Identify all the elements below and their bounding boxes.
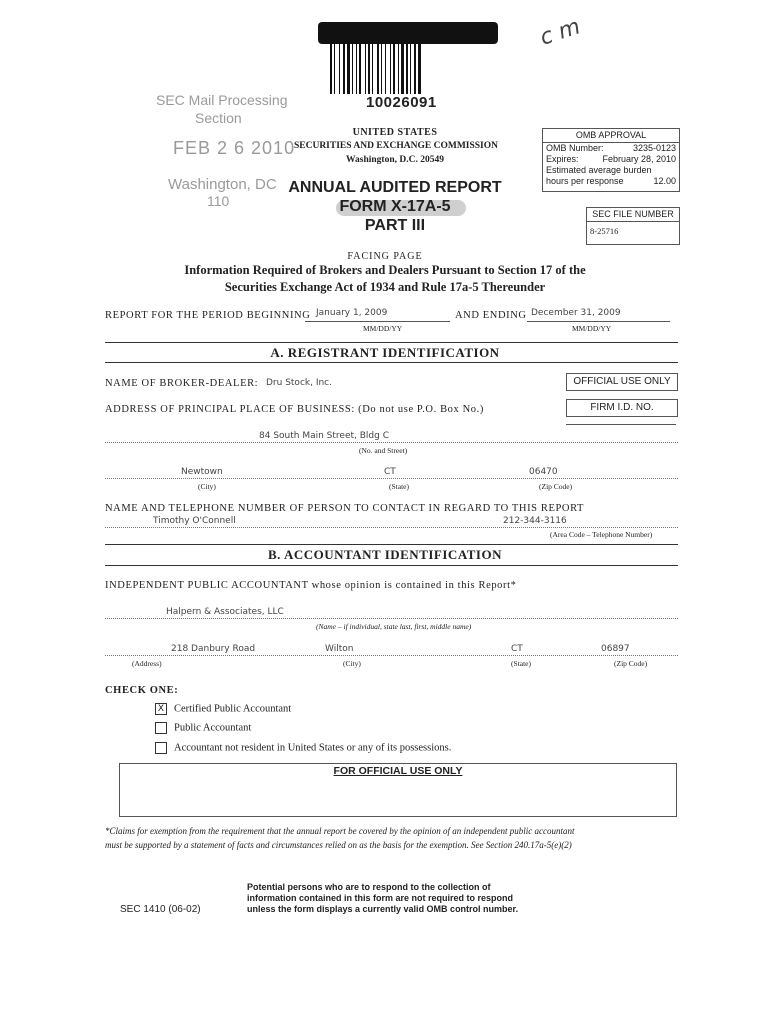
checkbox-certified[interactable]: X: [155, 703, 167, 715]
checkbox-not-resident[interactable]: [155, 742, 167, 754]
a-zip-value: 06470: [529, 467, 558, 477]
sec-file-label: SEC FILE NUMBER: [587, 208, 679, 222]
accountant-value: Halpern & Associates, LLC: [166, 607, 284, 617]
omb-title: OMB APPROVAL: [543, 129, 679, 143]
barcode-image: [330, 42, 460, 96]
accountant-label: INDEPENDENT PUBLIC ACCOUNTANT whose opinion is contained in this Report*: [105, 580, 517, 591]
omb-notice: [247, 882, 518, 915]
contact-label: NAME AND TELEPHONE NUMBER OF PERSON TO CONTACT IN REGARD TO THIS REPORT: [105, 503, 585, 514]
broker-value: Dru Stock, Inc.: [266, 378, 332, 388]
address-label: ADDRESS OF PRINCIPAL PLACE OF BUSINESS: (Do not use P.O. Box No.): [105, 404, 484, 415]
sec-file-number-box: [586, 207, 680, 245]
omb-number-value: 3235-0123: [632, 143, 676, 153]
stamp-date: FEB 2 6 2010: [173, 138, 296, 158]
agency-address: Washington, D.C. 20549: [346, 155, 444, 165]
stamp-city: Washington, DC: [168, 176, 277, 193]
period-end-value: December 31, 2009: [531, 308, 621, 318]
b-zip-caption: (Zip Code): [614, 659, 648, 668]
street-caption: (No. and Street): [359, 446, 408, 455]
a-state-caption: (State): [389, 482, 409, 491]
info-line2: Securities Exchange Act of 1934 and Rule 17a-5 Thereunder: [224, 280, 546, 294]
omb-burden-value: 12.00: [653, 176, 676, 186]
option-public-label: Public Accountant: [174, 722, 252, 734]
checkbox-public[interactable]: [155, 722, 167, 734]
option-certified-public-accountant[interactable]: [155, 703, 291, 715]
form-title-line1: ANNUAL AUDITED REPORT: [288, 179, 502, 196]
b-city-caption: (City): [343, 659, 361, 668]
period-begin-value: January 1, 2009: [316, 308, 388, 318]
contact-name-value: Timothy O'Connell: [153, 516, 236, 526]
info-line1: Information Required of Brokers and Dealers Pursuant to Section 17 of the: [184, 263, 586, 277]
omb-burden-line2: hours per response: [546, 176, 624, 186]
check-one-label: CHECK ONE:: [105, 685, 179, 696]
omb-number-label: OMB Number:: [546, 143, 604, 153]
option-not-resident-label: Accountant not resident in United States or any of its possessions.: [174, 742, 452, 754]
omb-expires-label: Expires:: [546, 154, 579, 164]
agency-commission: SECURITIES AND EXCHANGE COMMISSION: [293, 141, 499, 151]
option-certified-label: Certified Public Accountant: [174, 703, 292, 715]
footnote-line2: must be supported by a statement of facts and circumstances relied on as the basis for the exemption. See Section 240.17a-5(e)(2): [105, 840, 572, 850]
period-end-format: MM/DD/YY: [572, 324, 612, 333]
stamp-line2: Section: [195, 110, 242, 126]
period-end-label: AND ENDING: [455, 310, 527, 321]
form-title-line3: PART III: [364, 217, 426, 234]
footnote-line1: *Claims for exemption from the requirement that the annual report be covered by the opinion of an independent public accountant: [105, 826, 575, 836]
official-use-box: [119, 763, 677, 817]
stamp-line1: SEC Mail Processing: [156, 92, 288, 108]
b-state-caption: (State): [511, 659, 531, 668]
handwritten-initials: c m: [537, 14, 584, 51]
omb-expires-value: February 28, 2010: [602, 154, 676, 164]
b-city-value: Wilton: [325, 644, 354, 654]
a-city-value: Newtown: [181, 467, 223, 477]
form-number: SEC 1410 (06-02): [120, 904, 201, 915]
accountant-name-caption: (Name – if individual, state last, first, middle name): [316, 622, 472, 631]
a-zip-caption: (Zip Code): [539, 482, 573, 491]
broker-label: NAME OF BROKER-DEALER:: [105, 378, 259, 389]
phone-caption: (Area Code – Telephone Number): [550, 530, 653, 539]
b-address-caption: (Address): [132, 659, 162, 668]
period-begin-format: MM/DD/YY: [363, 324, 403, 333]
a-state-value: CT: [384, 467, 396, 477]
street-value: 84 South Main Street, Bldg C: [259, 431, 389, 441]
notice-line2: information contained in this form are not required to respond: [247, 893, 514, 903]
omb-burden-line1: Estimated average burden: [546, 165, 652, 175]
agency-name: UNITED STATES: [352, 127, 438, 138]
option-not-resident[interactable]: [155, 742, 451, 754]
barcode-number: 10026091: [366, 94, 437, 111]
option-public-accountant[interactable]: [155, 722, 251, 734]
official-use-box-title: FOR OFFICIAL USE ONLY: [333, 765, 463, 777]
section-b-title: B. ACCOUNTANT IDENTIFICATION: [268, 547, 502, 562]
notice-line1: Potential persons who are to respond to the collection of: [247, 882, 491, 892]
barcode-label-top: [318, 22, 498, 44]
official-use-only-box: OFFICIAL USE ONLY: [566, 373, 678, 391]
facing-page-heading: FACING PAGE: [347, 251, 423, 262]
contact-phone-value: 212-344-3116: [503, 516, 567, 526]
omb-approval-box: [542, 128, 680, 192]
period-begin-label: REPORT FOR THE PERIOD BEGINNING: [105, 310, 311, 321]
b-zip-value: 06897: [601, 644, 630, 654]
a-city-caption: (City): [198, 482, 216, 491]
notice-line3: unless the form displays a currently valid OMB control number.: [247, 904, 519, 914]
section-a-title: A. REGISTRANT IDENTIFICATION: [270, 345, 500, 360]
b-address-value: 218 Danbury Road: [171, 644, 256, 654]
form-title-line2: FORM X-17A-5: [339, 198, 451, 215]
firm-id-box: FIRM I.D. NO.: [566, 399, 678, 417]
sec-file-value: 8-25716: [590, 226, 619, 236]
stamp-code: 110: [207, 193, 230, 209]
b-state-value: CT: [511, 644, 523, 654]
